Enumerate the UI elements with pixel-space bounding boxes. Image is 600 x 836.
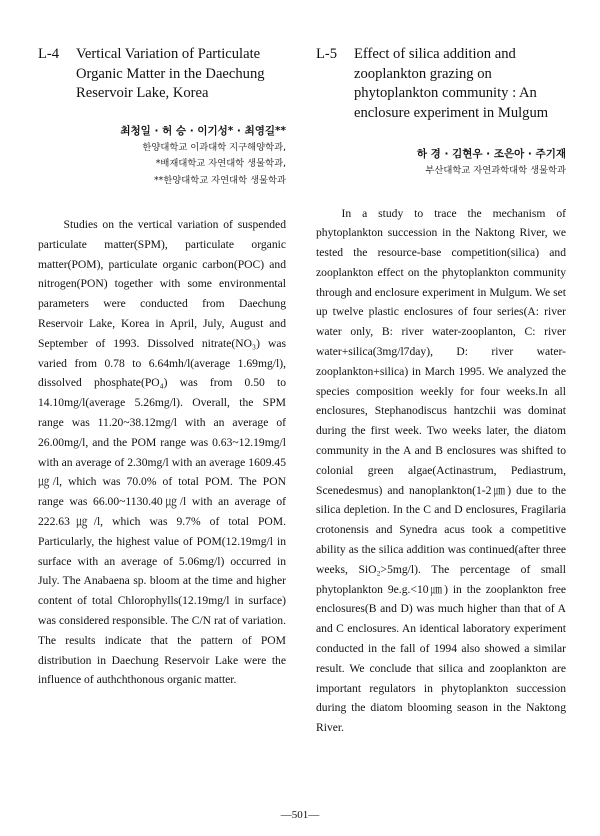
abstract-title — [38, 45, 286, 104]
abstract-body: In a study to trace the mechanism of phytoplankton succession in the Naktong River, we tested the resource-base competition(silica) and zooplankton effect on the phytoplankton community through and enclosure experiment in Mulgum. We set up twelve plastic enclosures of four series(A: river water only, B: river water-zooplanton, C: river water+silica(3mg/l7day), D: river water-zooplankton+silica) in March 1995. We analyzed the species composition weekly for four weeks.In all enclosures, Stephanodiscus hantzchii was dominat during the first week. Two weeks later, the diatom community in the A and B enclosures was shifted to colonial green algae(Actinastrum, Pediastrum, Scenedesmus) and nanoplankton(1-2㎛) due to the silica depletion. In the C and D enclosures, Fragilaria crotonensis and Synedra acus took a competitive ability as the silica addition was continued(after three weeks, SiO₂>5mg/l). The percentage of small phytoplankton 9e.g.<10㎛) in the zooplankton free enclosures(B and D) was much higher than that of A and C enclosures. An identical laboratory experiment conducted in the fall of 1994 also showed a similar result. We conclude that silica and zooplankton are important regulators in phytoplankton succession during the diatom blooming season in the Naktong River. — [316, 206, 566, 735]
title-text: Effect of silica addition and zooplankton grazing on phytoplankton community : An enclosure experiment in Mulgum — [354, 46, 549, 121]
author-names: 하 경 · 김현우 · 조은아 · 주기재 — [416, 148, 566, 160]
author-block — [38, 122, 286, 190]
page-number: —501— — [280, 809, 320, 821]
affiliation-line: 한양대학교 이과대학 지구해양학과, — [142, 141, 286, 153]
abstract-title — [316, 45, 566, 123]
affiliation-line: *배재대학교 자연대학 생물학과, — [155, 158, 286, 169]
abstract-code: L-4 — [38, 46, 60, 62]
affiliation-line: 부산대학교 자연과학대학 생물학과 — [425, 165, 566, 176]
abstract-l5 — [316, 45, 566, 738]
author-names: 최청일 · 허 승 · 이기성* · 최영길** — [120, 124, 286, 137]
abstract-l4 — [38, 45, 286, 690]
title-text: Vertical Variation of Particulate Organic Matter in the Daechung Reservoir Lake, Korea — [76, 46, 265, 101]
affiliation-line: **한양대학교 자연대학 생물학과 — [154, 174, 286, 186]
abstract-code: L-5 — [316, 46, 338, 62]
abstract-body: Studies on the vertical variation of suspended particulate matter(SPM), particulate organic matter(POM), particulate organic carbon(POC) and nitrogen(PON) together with some environmental parameters were conducted from Daechung Reservoir Lake, Korea in April, July, August and September of 1993. Dissolved nitrate(NO₃) was varied from 0.78 to 6.64mh/l(average 1.69mg/l), dissolved phosphate(PO₄) was from 0.50 to 14.10mg/l(average 5.26mg/l). Overall, the SPM range was 11.20~38.12mg/l with an average of 26.00mg/l, and the POM range was 0.63~12.19mg/l with an average of 2.30mg/l with an average 1609.45㎍/l, which was 70.0% of total POM. The PON range was 66.00~1130.40㎍/l with an average of 222.63㎍/l, which was 9.7% of total POM. Particularly, the highest value of POM(12.19mg/l in surface with an average of 5.06mg/l) occurred in July. The Anabaena sp. bloom at the time and higher content of total Chlorophylls(12.19mg/l in surface) was considered responsible. The C/N rat of variation. The results indicate that the pattern of POM distribution in Daechung Reservoir Lake were the influence of authchthonous organic matter. — [38, 218, 286, 687]
author-block — [316, 145, 566, 180]
